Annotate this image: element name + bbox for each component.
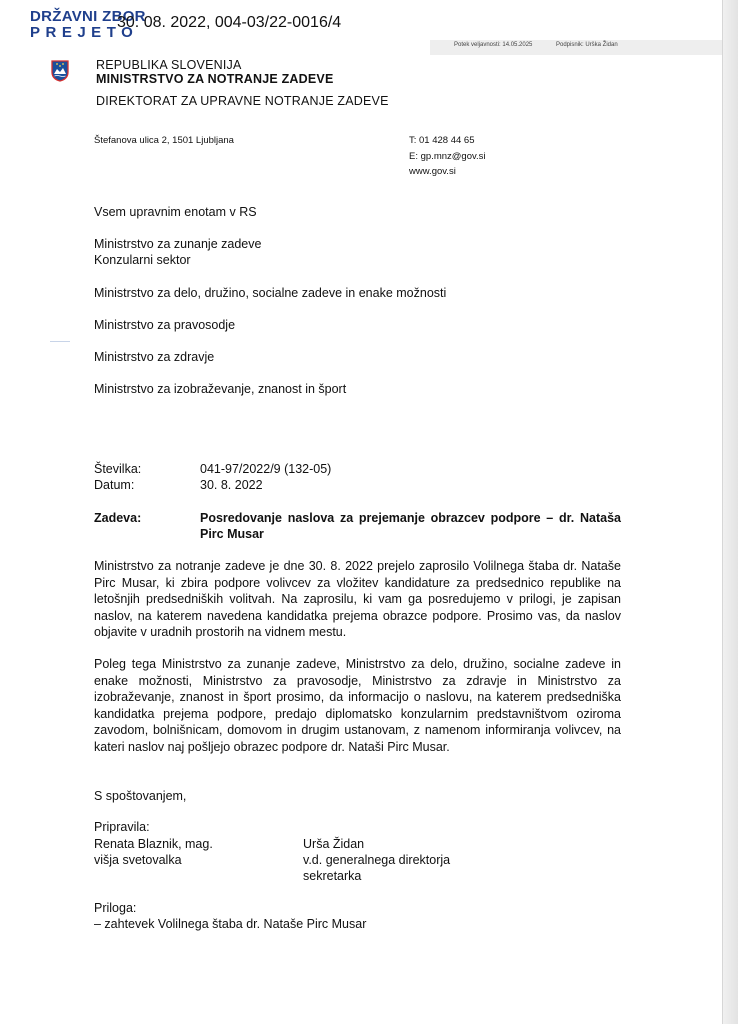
margin-mark: [50, 341, 70, 342]
address: Štefanova ulica 2, 1501 Ljubljana: [94, 135, 234, 146]
paragraph-2: [94, 656, 621, 755]
signature-signer: Podpisnik: Urška Židan: [556, 42, 618, 48]
paragraph-1: [94, 558, 621, 641]
paragraph-line: izobraževanje, znanost in šport prosimo, da informacijo o naslovu, na katerem predsedniška: [94, 690, 621, 704]
attachment-item: – zahtevek Volilnega štaba dr. Nataše Pirc Musar: [94, 917, 367, 931]
paragraph-line: naslov, na katerem navedena kandidatka prejema obrazce podpore. Prosimo vas, da naslov: [94, 608, 621, 623]
date-value: 30. 8. 2022: [200, 478, 263, 492]
letterhead-directorate: DIREKTORAT ZA UPRAVNE NOTRANJE ZADEVE: [96, 94, 389, 108]
paragraph-line: zavodom, bolnišnicam, domovom in drugim ustanovam, z namenom informiranja volivcev, na: [94, 723, 621, 737]
prepared-title: višja svetovalka: [94, 853, 182, 867]
paragraph-line: kateri naslov naj pošljejo obrazec podpore dr. Nataši Pirc Musar.: [94, 739, 450, 754]
stamp-reference: 30. 08. 2022, 004-03/22-0016/4: [117, 14, 342, 31]
email: E: gp.mnz@gov.si: [409, 151, 486, 162]
subject-line: Posredovanje naslova za prejemanje obrazcev podpore – dr. Nataša: [200, 511, 621, 525]
paragraph-line: objavite v uradnih prostorih na vidnem mestu.: [94, 625, 347, 639]
recipient: Konzularni sektor: [94, 253, 191, 267]
recipient: Ministrstvo za izobraževanje, znanost in šport: [94, 382, 347, 396]
signatory-title: v.d. generalnega direktorja: [303, 853, 451, 867]
coat-of-arms-icon: [51, 60, 69, 82]
number-label: Številka:: [94, 462, 142, 476]
website: www.gov.si: [409, 166, 456, 177]
prepared-label: Pripravila:: [94, 820, 150, 834]
attachment-label: Priloga:: [94, 901, 137, 915]
signature-expiry: Potek veljavnosti: 14.05.2025: [454, 42, 533, 48]
recipient: Ministrstvo za zunanje zadeve: [94, 237, 262, 251]
signatory-name: Urša Židan: [303, 837, 365, 851]
number-value: 041-97/2022/9 (132-05): [200, 462, 332, 476]
signatory-role: sekretarka: [303, 869, 362, 883]
recipient: Ministrstvo za zdravje: [94, 350, 215, 364]
recipient: Ministrstvo za pravosodje: [94, 318, 236, 332]
phone: T: 01 428 44 65: [409, 135, 475, 146]
stamp-title: DRŽAVNI ZBOR: [30, 8, 146, 25]
paragraph-line: Poleg tega Ministrstvo za zunanje zadeve, Ministrstvo za delo, družino, socialne zadeve in: [94, 657, 621, 671]
paragraph-line: Ministrstvo za notranje zadeve je dne 30. 8. 2022 prejelo zaprosilo Volilnega štaba dr. Nataše: [94, 559, 621, 573]
page-edge: [722, 0, 738, 1024]
subject-line: Pirc Musar: [200, 527, 264, 541]
recipient: Ministrstvo za delo, družino, socialne zadeve in enake možnosti: [94, 286, 447, 300]
letterhead-country: REPUBLIKA SLOVENIJA: [96, 58, 242, 72]
date-label: Datum:: [94, 478, 135, 492]
paragraph-line: letošnjih predsedniških volitvah. Na zaprosilu, ki vam ga posredujemo v prilogi, je zapisan: [94, 592, 621, 606]
stamp-subtitle: PREJETO: [30, 24, 139, 41]
paragraph-line: kandidatka prejema podpore, predajo diplomatsko konzularnim predstavništvom oziroma: [94, 706, 621, 721]
paragraph-line: enake možnosti, Ministrstvo za pravosodje, Ministrstvo za zdravje in Ministrstvo za: [94, 673, 621, 688]
prepared-name: Renata Blaznik, mag.: [94, 837, 213, 851]
recipient: Vsem upravnim enotam v RS: [94, 205, 257, 219]
signature-bar: [430, 40, 722, 55]
letterhead-ministry: MINISTRSTVO ZA NOTRANJE ZADEVE: [96, 72, 334, 86]
paragraph-line: Pirc Musar, ki zbira podpore volivcev za vložitev kandidature za predsednico republike na: [94, 575, 621, 590]
closing: S spoštovanjem,: [94, 789, 187, 803]
subject-label: Zadeva:: [94, 511, 142, 525]
